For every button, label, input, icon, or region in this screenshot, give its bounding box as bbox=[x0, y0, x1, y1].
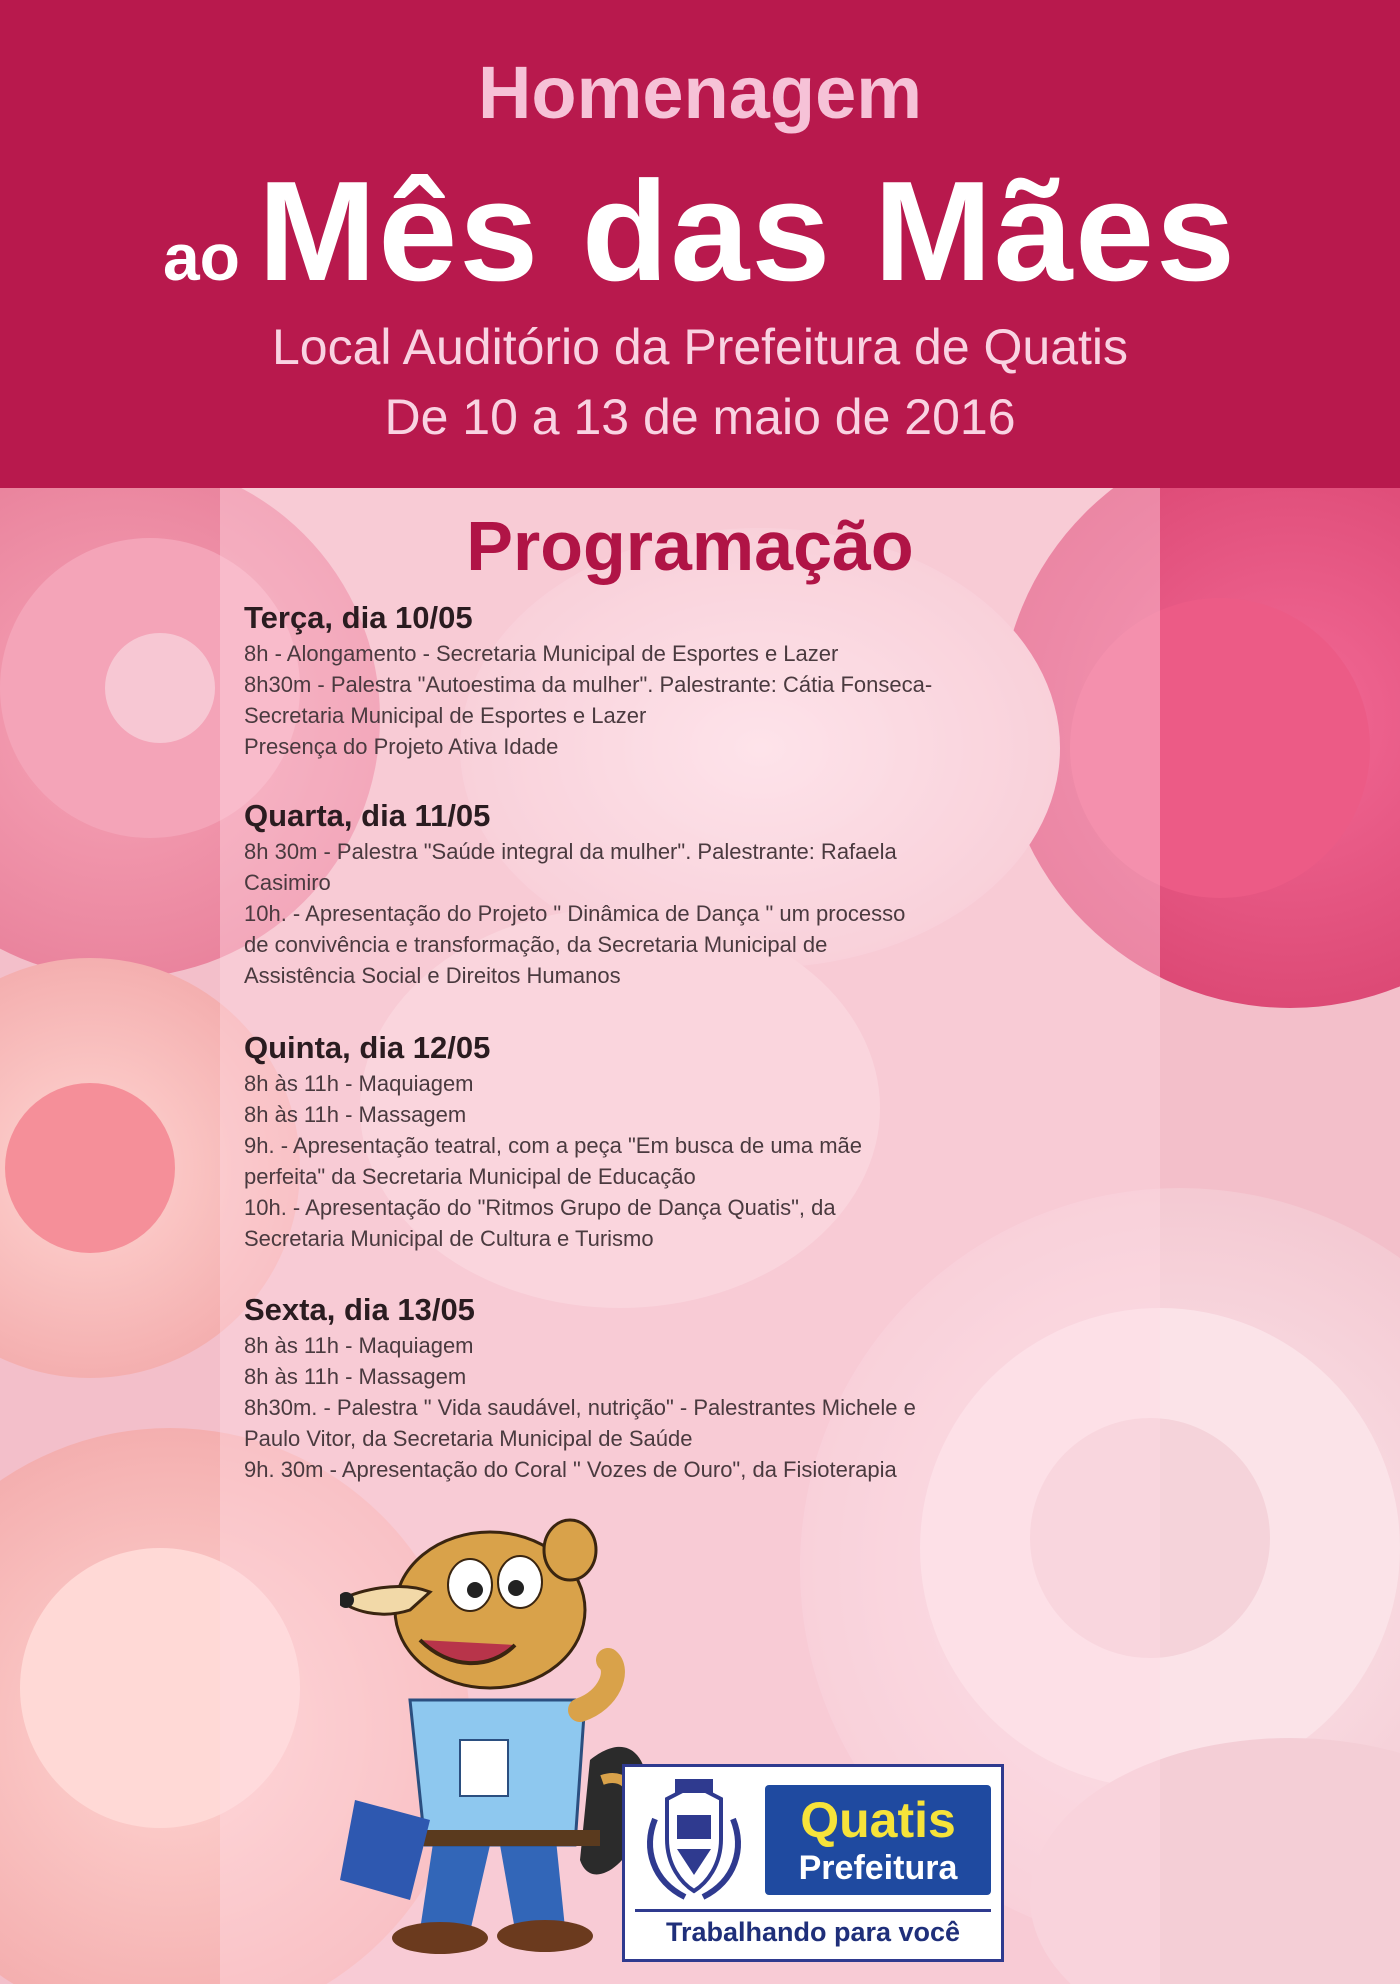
day-block-terca bbox=[244, 600, 1124, 762]
day-item: Presença do Projeto Ativa Idade bbox=[244, 734, 559, 759]
header-banner bbox=[0, 0, 1400, 488]
header-dates: De 10 a 13 de maio de 2016 bbox=[384, 389, 1016, 445]
day-item: 8h às 11h - Maquiagem bbox=[244, 1071, 474, 1096]
quatis-label-box bbox=[765, 1785, 991, 1895]
prefeitura-logo bbox=[622, 1764, 1004, 1962]
day-block-quinta bbox=[244, 1030, 1124, 1254]
day-item: 9h. 30m - Apresentação do Coral " Vozes de Ouro", da Fisioterapia bbox=[244, 1457, 897, 1482]
header-title: Mês das Mães bbox=[257, 152, 1238, 311]
program-title: Programação bbox=[466, 507, 914, 585]
day-item: Secretaria Municipal de Cultura e Turismo bbox=[244, 1226, 654, 1251]
day-item: 10h. - Apresentação do Projeto " Dinâmica de Dança " um processo bbox=[244, 901, 906, 926]
day-heading: Quinta, dia 12/05 bbox=[244, 1030, 491, 1065]
logo-slogan: Trabalhando para você bbox=[665, 1917, 961, 1947]
day-heading: Terça, dia 10/05 bbox=[244, 600, 473, 635]
day-item: Secretaria Municipal de Esportes e Lazer bbox=[244, 703, 647, 728]
day-item: 8h - Alongamento - Secretaria Municipal de Esportes e Lazer bbox=[244, 641, 839, 666]
header-location: Local Auditório da Prefeitura de Quatis bbox=[271, 319, 1129, 375]
day-heading: Sexta, dia 13/05 bbox=[244, 1292, 475, 1327]
day-heading: Quarta, dia 11/05 bbox=[244, 798, 491, 833]
city-crest-icon bbox=[635, 1779, 753, 1903]
day-item: 8h às 11h - Massagem bbox=[244, 1102, 467, 1127]
day-item: 8h às 11h - Massagem bbox=[244, 1364, 467, 1389]
day-item: Casimiro bbox=[244, 870, 331, 895]
day-item: 8h 30m - Palestra "Saúde integral da mulher". Palestrante: Rafaela bbox=[244, 839, 897, 864]
header-title-row bbox=[0, 150, 1400, 314]
day-item: 8h30m. - Palestra " Vida saudável, nutrição" - Palestrantes Michele e bbox=[244, 1395, 916, 1420]
day-item: 10h. - Apresentação do "Ritmos Grupo de Dança Quatis", da bbox=[244, 1195, 836, 1220]
logo-divider bbox=[635, 1909, 991, 1912]
header-line1: Homenagem bbox=[477, 51, 923, 134]
day-item: perfeita" da Secretaria Municipal de Educação bbox=[244, 1164, 696, 1189]
day-block-quarta bbox=[244, 798, 1124, 991]
header-ao: ao bbox=[162, 220, 240, 294]
day-block-sexta bbox=[244, 1292, 1124, 1485]
day-item: 8h às 11h - Maquiagem bbox=[244, 1333, 474, 1358]
day-item: Paulo Vitor, da Secretaria Municipal de Saúde bbox=[244, 1426, 693, 1451]
logo-line1: Quatis bbox=[800, 1792, 956, 1848]
coati-mascot-icon bbox=[340, 1500, 670, 1960]
day-item: de convivência e transformação, da Secretaria Municipal de bbox=[244, 932, 828, 957]
logo-line2: Prefeitura bbox=[798, 1849, 958, 1887]
day-item: Assistência Social e Direitos Humanos bbox=[244, 963, 621, 988]
day-item: 9h. - Apresentação teatral, com a peça "Em busca de uma mãe bbox=[244, 1133, 863, 1158]
day-item: 8h30m - Palestra "Autoestima da mulher". Palestrante: Cátia Fonseca- bbox=[244, 672, 933, 697]
